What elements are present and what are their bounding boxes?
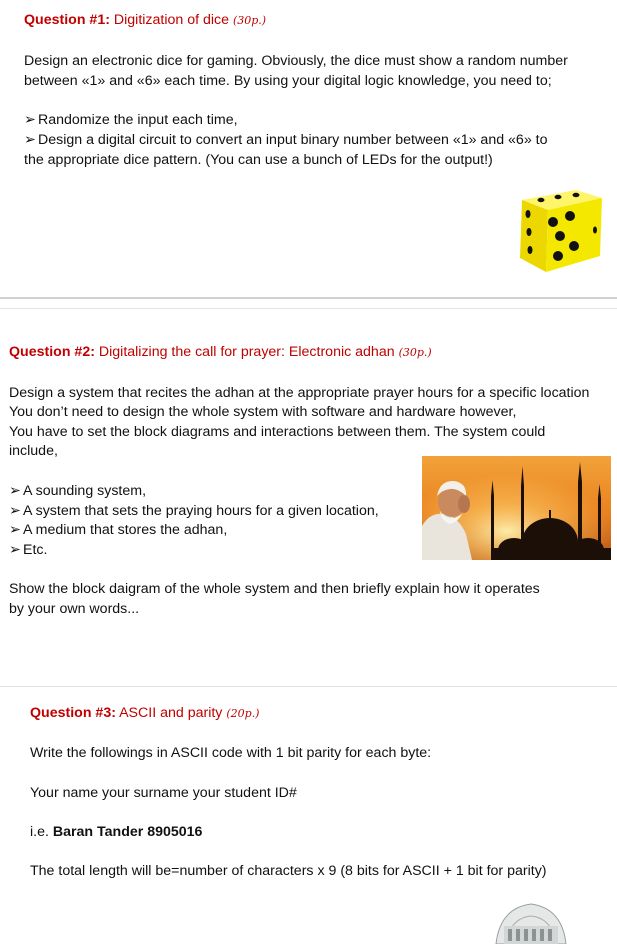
arrow-bullet-icon: ➢ [9,542,21,558]
q1-points: (30p.) [232,14,267,27]
q2-bullet [9,481,146,501]
q2-title: Digitalizing the call for prayer: Electronic adhan [94,344,395,360]
q3-paragraph-2: Your name your surname your student ID# [30,785,297,801]
q2-paragraph-4: include, [9,443,58,459]
arrow-bullet-icon: ➢ [9,483,21,499]
q3-example-prefix: i.e. [30,824,53,840]
q2-points: (30p.) [398,346,432,359]
dice-pip [555,195,562,199]
mosque-sunset-image [422,456,611,560]
q3-label: Question #3: [30,705,116,721]
q3-paragraph-1: Write the followings in ASCII code with 1 bit parity for each byte: [30,745,432,761]
q2-bullet-text: A medium that stores the adhan, [23,522,228,538]
dice-pip [555,231,565,241]
q1-title: Digitization of dice [109,12,230,28]
building-window [540,929,544,941]
q3-example-value: Baran Tander 8905016 [52,824,203,840]
q2-bullet [9,540,47,560]
q1-paragraph-1: Design an electronic dice for gaming. Obviously, the dice must show a random number [24,53,568,69]
dice-pip [527,228,532,236]
q2-bullet-text: A sounding system, [23,483,147,499]
building-image [492,896,570,944]
q3-title: ASCII and parity [115,705,223,721]
arrow-bullet-icon: ➢ [9,522,21,538]
building-window [548,929,552,941]
dice-pip [565,211,575,221]
q1-bullet-2 [24,130,548,150]
q2-heading [9,342,432,363]
arrow-bullet-icon: ➢ [24,112,36,128]
q1-paragraph-2: between «1» and «6» each time. By using your digital logic knowledge, you need to; [24,73,552,89]
dice-front-face [546,198,602,272]
q1-bullet-1-text: Randomize the input each time, [38,112,238,128]
dome-finial [549,510,551,520]
dice-pip [538,198,545,202]
q1-heading [24,10,266,31]
q2-label: Question #2: [9,344,95,360]
mosque-base [492,548,611,560]
arrow-bullet-icon: ➢ [9,503,21,519]
section-divider [0,686,617,687]
q3-points: (20p.) [226,707,260,720]
arrow-bullet-icon: ➢ [24,132,36,148]
q1-bullet-2-continued: the appropriate dice pattern. (You can use a bunch of LEDs for the output!) [24,152,493,168]
dice-pip [593,227,597,234]
q1-label: Question #1: [24,12,110,28]
dice-pip [553,251,563,261]
building-window [532,929,536,941]
q2-bullet [9,501,379,521]
q3-heading [30,703,259,724]
dice-pip [528,246,533,254]
q1-bullet-2-text: Design a digital circuit to convert an input binary number between «1» and «6» to [38,132,548,148]
dice-pip [573,193,580,197]
muezzin-hand [458,495,470,513]
q2-bullet [9,520,227,540]
dice-pip [569,241,579,251]
q1-bullet-1 [24,110,238,130]
building-window [524,929,528,941]
q3-example [30,822,202,842]
dice-left-face [520,200,548,272]
building-window [508,929,512,941]
section-divider [0,297,617,299]
q2-paragraph-3: You have to set the block diagrams and interactions between them. The system could [9,424,546,440]
section-divider [0,308,617,309]
q2-paragraph-2: You don’t need to design the whole system with software and hardware however, [9,404,517,420]
q2-paragraph-1: Design a system that recites the adhan at the appropriate prayer hours for a specific location [9,385,590,401]
q2-summary-2: by your own words... [9,601,140,617]
dice-image [516,186,606,276]
dice-pip [526,210,531,218]
dice-pip [548,217,558,227]
q2-bullet-text: A system that sets the praying hours for a given location, [23,503,379,519]
q2-bullet-text: Etc. [23,542,48,558]
q2-summary-1: Show the block daigram of the whole system and then briefly explain how it operates [9,581,540,597]
building-window [516,929,520,941]
q3-paragraph-4: The total length will be=number of characters x 9 (8 bits for ASCII + 1 bit for parity) [30,863,547,879]
